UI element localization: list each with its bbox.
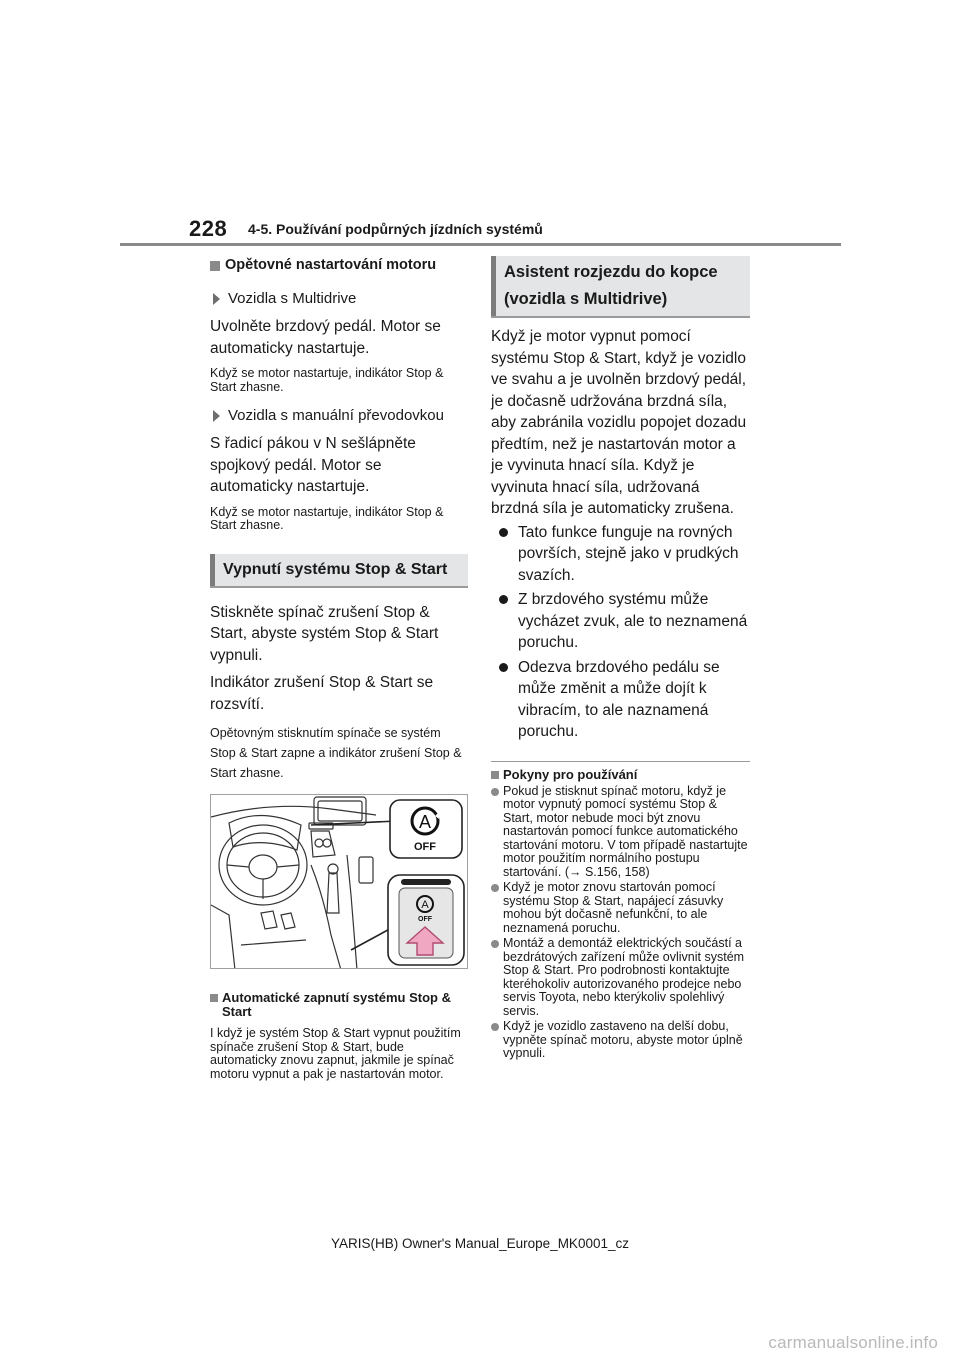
- square-bullet-icon: [491, 771, 499, 779]
- icon-off-large: OFF: [414, 841, 436, 853]
- hill-start-intro: Když je motor vypnut pomocí systému Stop & Start, když je vozidlo ve svahu a je uvolněn brzdový pedál, je dočasně udržována brzdná síla, aby zabránila vozidlu popojet dozadu předtím, než je nastartován motor a je vyvinuta hnací síla. Když je vyvinuta hnací síla, udržovaná brzdná síla je automaticky zrušena.: [491, 328, 747, 517]
- header-rule: [120, 243, 841, 246]
- bullet-item: Odezva brzdového pedálu se může změnit a může dojít k vibracím, to ale naznamená poruchu.: [491, 657, 750, 743]
- auto-on-text: I když je systém Stop & Start vypnut použitím spínače zrušení Stop & Start, bude automaticky znovu zapnut, jakmile je spínač motoru vypnut a pak je nastartován motor.: [210, 1026, 461, 1081]
- arrow-bullet-icon: [213, 410, 220, 422]
- dashboard-drawing: [211, 795, 468, 969]
- tip-item: Když je motor znovu startován pomocí systému Stop & Start, napájecí zásuvky mohou být dočasně nefunkční, to ale neznamená poruchu.: [491, 881, 750, 935]
- icon-letter-large: A: [418, 812, 432, 832]
- arrow-bullet-icon: [213, 293, 220, 305]
- stop-start-off-section-title: Vypnutí systému Stop & Start: [210, 554, 468, 586]
- square-bullet-icon: [210, 994, 218, 1002]
- bullet-dot-icon: [499, 663, 508, 672]
- bullet-dot-icon: [499, 595, 508, 604]
- bullet-dot-icon: [491, 884, 499, 892]
- square-bullet-icon: [210, 261, 220, 271]
- page-number: 228: [189, 216, 228, 241]
- watermark: carmanualsonline.info: [768, 1333, 938, 1352]
- multidrive-note: Když se motor nastartuje, indikátor Stop & Start zhasne.: [210, 366, 444, 394]
- tips-heading: Pokyny pro používání: [491, 768, 750, 782]
- indicator-text: Indikátor zrušení Stop & Start se rozsvítí.: [210, 674, 434, 713]
- tip-item: Pokud je stisknut spínač motoru, když je motor vypnutý pomocí systému Stop & Start, motor nebude moci být znovu nastartován pomocí funkce automatického startování motoru. V tom případě nastartujte motor použitím normálního postupu startování. (→ S.156, 158): [491, 785, 750, 880]
- multidrive-label: Vozidla s Multidrive: [213, 289, 468, 309]
- hill-start-section-title: Asistent rozjezdu do kopce (vozidla s Multidrive): [491, 256, 750, 316]
- hill-start-bullets: [491, 522, 750, 743]
- dashboard-illustration: [210, 794, 468, 969]
- icon-off-small: OFF: [418, 916, 432, 923]
- repress-note: Opětovným stisknutím spínače se systém Stop & Start zapne a indikátor zrušení Stop & Start zhasne.: [210, 726, 462, 780]
- tips-list: [491, 785, 750, 1061]
- tip-item: Montáž a demontáž elektrických součástí a bezdrátových zařízení může ovlivnit systém Stop & Start. Pro podrobnosti kontaktujte kteréhokoliv autorizovaného prodejce nebo servis Toyota, nebo kterýkoliv spolehlivý servis.: [491, 937, 750, 1018]
- chapter-title: 4-5. Používání podpůrných jízdních systémů: [248, 221, 543, 237]
- footer-text: YARIS(HB) Owner's Manual_Europe_MK0001_cz: [331, 1236, 629, 1251]
- auto-on-heading: Automatické zapnutí systému Stop & Start: [210, 991, 468, 1019]
- bullet-item: Z brzdového systému může vycházet zvuk, ale to neznamená poruchu.: [491, 589, 750, 654]
- bullet-dot-icon: [491, 1023, 499, 1031]
- bullet-dot-icon: [491, 940, 499, 948]
- multidrive-text: Uvolněte brzdový pedál. Motor se automaticky nastartuje.: [210, 318, 441, 357]
- bullet-dot-icon: [491, 788, 499, 796]
- bullet-item: Tato funkce funguje na rovných površích, stejně jako v prudkých svazích.: [491, 522, 750, 587]
- manual-text: S řadicí pákou v N sešlápněte spojkový pedál. Motor se automaticky nastartuje.: [210, 435, 416, 495]
- manual-label: Vozidla s manuální převodovkou: [213, 406, 468, 426]
- right-column: [491, 256, 750, 1061]
- tips-divider: [491, 761, 750, 762]
- manual-note: Když se motor nastartuje, indikátor Stop & Start zhasne.: [210, 504, 444, 532]
- tip-item: Když je vozidlo zastaveno na delší dobu, vypněte spínač motoru, abyste motor úplně vypnuli.: [491, 1020, 750, 1061]
- icon-letter-small: A: [421, 899, 429, 911]
- restart-heading: Opětovné nastartování motoru: [210, 257, 468, 274]
- left-column: [210, 256, 468, 1081]
- press-switch-text: Stiskněte spínač zrušení Stop & Start, abyste systém Stop & Start vypnuli.: [210, 603, 439, 664]
- bullet-dot-icon: [499, 528, 508, 537]
